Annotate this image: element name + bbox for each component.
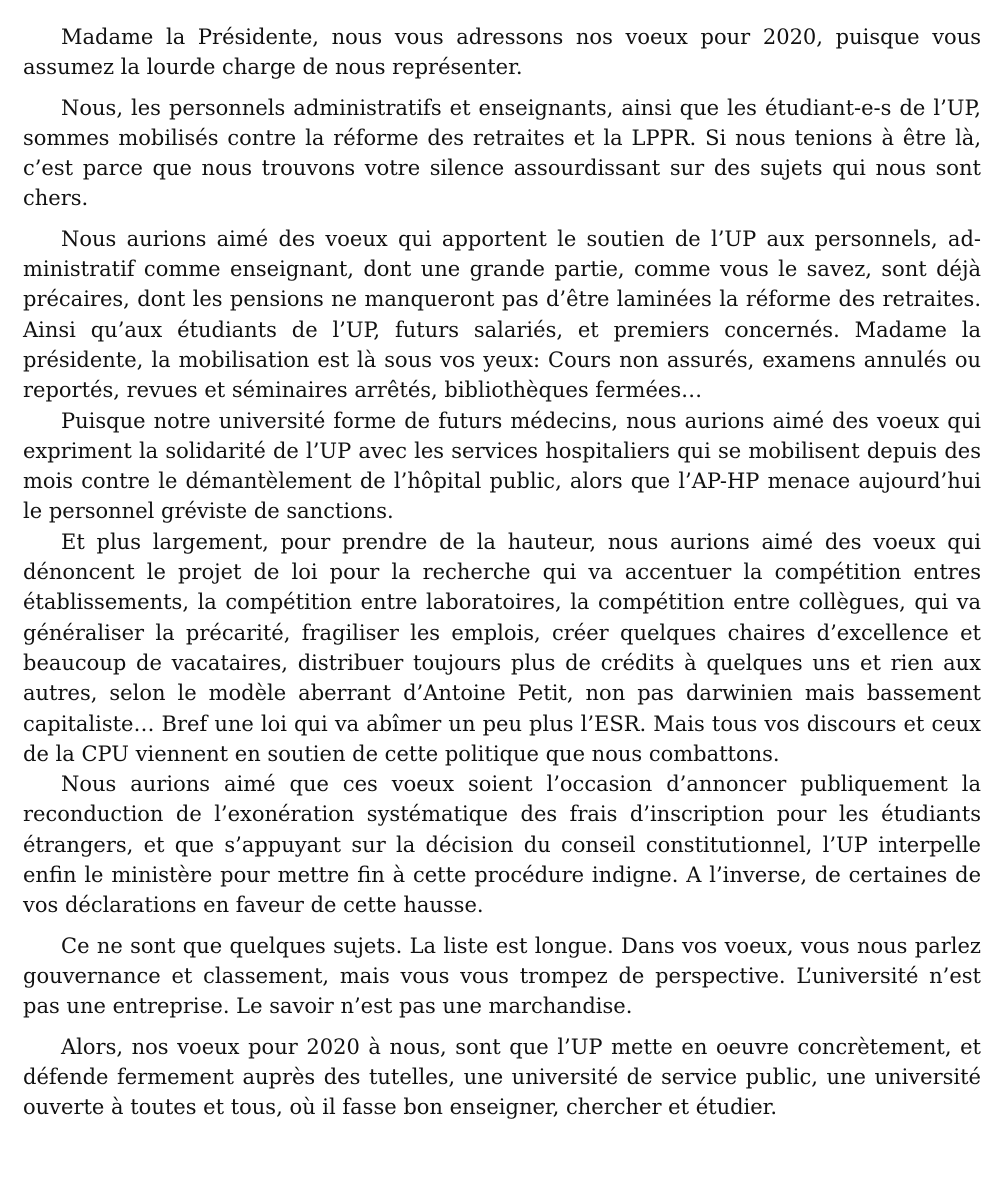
paragraph-conclusion: Alors, nos voeux pour 2020 à nous, sont que l’UP mette en oeuvre concrètement, et défende fermement auprès des tutelles, une université de service public, une université ouverte à toutes et tous, où il fasse bon enseigner, chercher et étudier. — [23, 1034, 981, 1120]
letter-body — [23, 22, 981, 1122]
paragraph-mobilisation: Nous, les personnels administratifs et enseignants, ainsi que les étudiant-e-s de l’UP, sommes mobilisés contre la réforme des retraites et la LPPR. Si nous tenions à être là, c’est parce que nous trouvons votre silence assourdissant sur des sujets qui nous sont chers. — [23, 95, 981, 211]
paragraph-hopital: Puisque notre université forme de futurs médecins, nous aurions aimé des voeux qui expriment la solidarité de l’UP avec les services hospitaliers qui se mobilisent depuis des mois contre le démantèlement de l’hôpital public, alors que l’AP-HP menace aujourd’hui le personnel gréviste de sanctions. — [23, 408, 981, 524]
paragraph-frais-inscription: Nous aurions aimé que ces voeux soient l’occasion d’annoncer publiquement la reconduction de l’exonération systématique des frais d’inscription pour les étudiants étrangers, et que s’appuyant sur la décision du conseil constitutionnel, l’UP interpelle enfin le ministère pour mettre fin à cette procédure indigne. A l’inverse, de certaines de vos déclarations en faveur de cette hausse. — [23, 772, 981, 918]
paragraph-sujets: Ce ne sont que quelques sujets. La liste est longue. Dans vos voeux, vous nous parlez gouvernance et classement, mais vous vous trompez de perspective. L’université n’est pas une entreprise. Le savoir n’est pas une marchandise. — [23, 933, 981, 1019]
paragraph-recherche: Et plus largement, pour prendre de la hauteur, nous aurions aimé des voeux qui dénoncent le projet de loi pour la recherche qui va accentuer la compétition entres établissements, la compétition entre laboratoires, la compétition entre collègues, qui va généraliser la précarité, fragiliser les emplois, créer quelques chaires d’excellence et beaucoup de vacataires, distribuer toujours plus de crédits à quelques uns et rien aux autres, selon le modèle aberrant d’Antoine Petit, non pas darwinien mais bassement capitaliste… Bref une loi qui va abîmer un peu plus l’ESR. Mais tous vos discours et ceux de la CPU viennent en soutien de cette politique que nous combattons. — [23, 529, 981, 766]
paragraph-greeting: Madame la Présidente, nous vous adressons nos voeux pour 2020, puisque vous assumez la lourde charge de nous représenter. — [23, 25, 981, 80]
paragraph-personnels: Nous aurions aimé des voeux qui apportent le soutien de l’UP aux personnels, administratif comme enseignant, dont une grande partie, comme vous le savez, sont déjà précaires, dont les pensions ne manqueront pas d’être laminées la réforme des retraites. Ainsi qu’aux étudiants de l’UP, futurs salariés, et premiers concernés. Madame la présidente, la mobilisation est là sous vos yeux: Cours non assurés, examens annulés ou reportés, revues et séminaires arrêtés, bibliothèques fermées… — [23, 226, 981, 403]
